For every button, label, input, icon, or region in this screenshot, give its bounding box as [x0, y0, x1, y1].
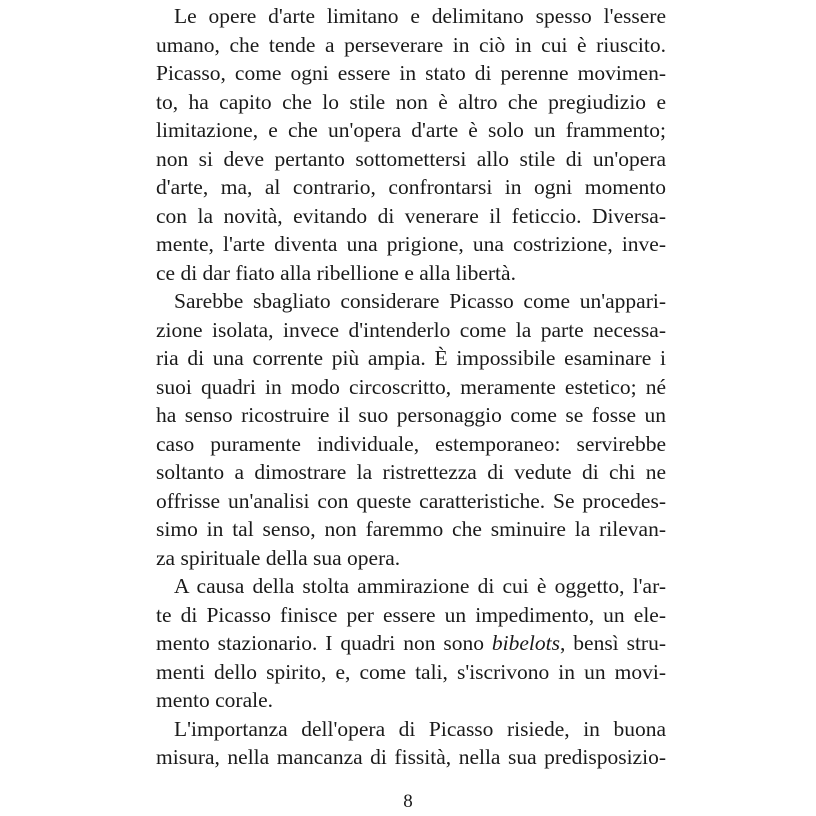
text-line: za spirituale della sua opera.: [156, 545, 401, 570]
paragraph-3: [156, 572, 666, 715]
paragraph-4: [156, 715, 666, 772]
text-line: L'importanza dell'opera di Picasso risiede, in buona: [174, 716, 666, 741]
text-line: mento corale.: [156, 688, 274, 712]
text-run: , bensì stru-: [559, 631, 666, 655]
text-line: mente, l'arte diventa una prigione, una costrizione, inve-: [156, 232, 666, 256]
text-line: Picasso, come ogni essere in stato di perenne movimen-: [156, 61, 666, 85]
text-line: ha senso ricostruire il suo personaggio come se fosse un: [156, 403, 666, 427]
text-line: limitazione, e che un'opera d'arte è solo un frammento;: [156, 118, 666, 142]
text-line: [156, 629, 666, 658]
text-run: mento stazionario. I quadri non sono: [156, 631, 492, 655]
text-line: simo in tal senso, non faremmo che sminuire la rilevan-: [156, 517, 666, 541]
text-line: soltanto a dimostrare la ristrettezza di vedute di chi ne: [156, 460, 666, 484]
page-body: [156, 2, 666, 772]
text-line: offrisse un'analisi con queste caratteristiche. Se procedes-: [156, 488, 666, 513]
text-line: te di Picasso finisce per essere un impedimento, un ele-: [156, 602, 666, 627]
paragraph-2: [156, 287, 666, 572]
text-line: to, ha capito che lo stile non è altro che pregiudizio e: [156, 89, 666, 114]
paragraph-1: [156, 2, 666, 287]
text-line: con la novità, evitando di venerare il feticcio. Diversa-: [156, 203, 666, 228]
text-line: non si deve pertanto sottomettersi allo stile di un'opera: [156, 146, 666, 171]
text-line: ce di dar fiato alla ribellione e alla libertà.: [156, 260, 516, 285]
text-line: Sarebbe sbagliato considerare Picasso come un'appari-: [174, 289, 666, 313]
italic-word: bibelots: [491, 631, 560, 655]
text-line: Le opere d'arte limitano e delimitano spesso l'essere: [174, 4, 666, 28]
text-line: ria di una corrente più ampia. È impossibile esaminare i: [156, 346, 666, 370]
text-line: umano, che tende a perseverare in ciò in cui è riuscito.: [156, 32, 666, 57]
text-line: A causa della stolta ammirazione di cui è oggetto, l'ar-: [174, 574, 666, 598]
page-number: 8: [403, 791, 413, 812]
text-line: menti dello spirito, e, come tali, s'iscrivono in un movi-: [156, 659, 666, 684]
text-line: zione isolata, invece d'intenderlo come la parte necessa-: [156, 317, 666, 342]
text-line: suoi quadri in modo circoscritto, meramente estetico; né: [156, 374, 666, 399]
text-line: caso puramente individuale, estemporaneo: servirebbe: [156, 431, 666, 456]
text-line: d'arte, ma, al contrario, confrontarsi in ogni momento: [156, 175, 666, 199]
text-line: misura, nella mancanza di fissità, nella sua predisposizio-: [156, 745, 666, 769]
